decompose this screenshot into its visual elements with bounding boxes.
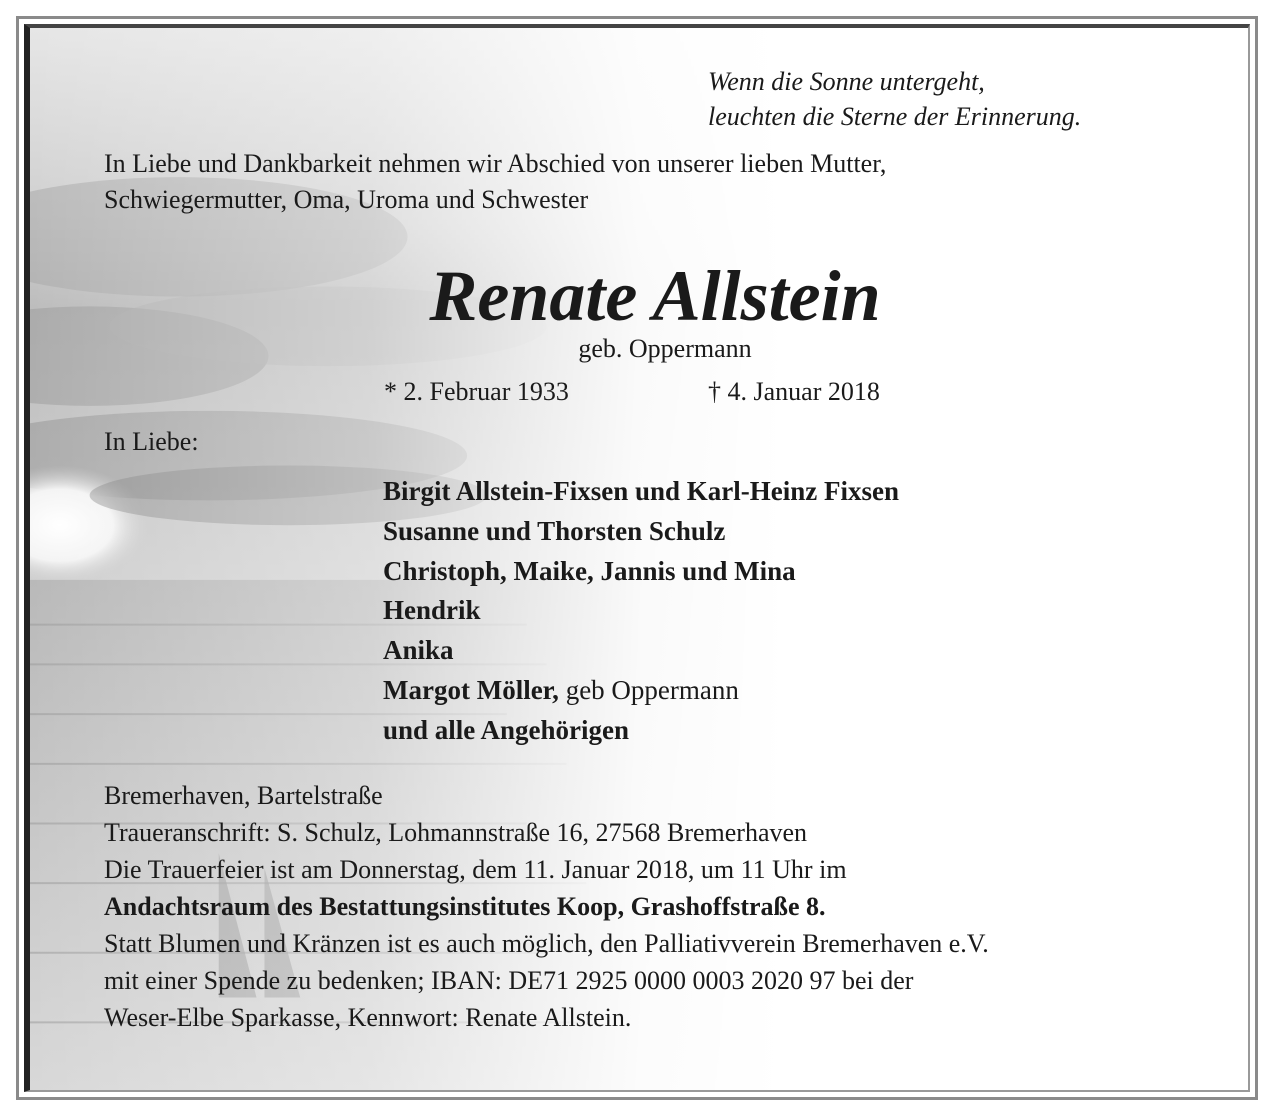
intro-line: Schwiegermutter, Oma, Uroma und Schwester xyxy=(104,184,589,214)
deceased-name: Renate Allstein xyxy=(429,256,881,336)
mourner-entry: Hendrik xyxy=(383,595,481,626)
mourner-entry: Birgit Allstein-Fixsen und Karl-Heinz Fixsen xyxy=(383,476,900,506)
motto xyxy=(708,64,1081,134)
birth-date: * 2. Februar 1933 xyxy=(384,377,569,406)
mourner-entry xyxy=(383,671,899,711)
mourners-closing: und alle Angehörigen xyxy=(383,714,630,745)
footer-info xyxy=(104,777,989,1036)
motto-line: Wenn die Sonne untergeht, xyxy=(708,67,985,96)
donation-line: Statt Blumen und Kränzen ist es auch möglich, den Palliativverein Bremerhaven e.V. xyxy=(104,929,989,958)
location-line: Bremerhaven, Bartelstraße xyxy=(104,781,383,810)
mourner-suffix: geb Oppermann xyxy=(558,674,739,705)
mourner-entry: Christoph, Maike, Jannis und Mina xyxy=(383,555,796,586)
address-line: Traueranschrift: S. Schulz, Lohmannstraße 16, 27568 Bremerhaven xyxy=(104,818,808,847)
donation-line: Weser-Elbe Sparkasse, Kennwort: Renate Allstein. xyxy=(104,1003,632,1032)
intro-line: In Liebe und Dankbarkeit nehmen wir Abschied von unserer lieben Mutter, xyxy=(104,149,887,178)
ceremony-venue: Andachtsraum des Bestattungsinstitutes Koop, Grashoffstraße 8. xyxy=(104,892,826,921)
motto-line: leuchten die Sterne der Erinnerung. xyxy=(708,102,1082,132)
ceremony-line: Die Trauerfeier ist am Donnerstag, dem 11. Januar 2018, um 11 Uhr im xyxy=(104,855,847,884)
mourners-heading: In Liebe: xyxy=(104,427,199,456)
mourner-entry: Anika xyxy=(383,635,454,666)
maiden-name: geb. Oppermann xyxy=(578,334,752,363)
mourners-list xyxy=(383,472,899,751)
mourner-entry: Susanne und Thorsten Schulz xyxy=(383,515,726,546)
donation-line: mit einer Spende zu bedenken; IBAN: DE71 2925 0000 0003 2020 97 bei der xyxy=(104,966,914,995)
death-date: † 4. Januar 2018 xyxy=(708,377,880,406)
intro-text xyxy=(104,146,886,218)
mourner-name: Margot Möller, xyxy=(383,674,559,705)
